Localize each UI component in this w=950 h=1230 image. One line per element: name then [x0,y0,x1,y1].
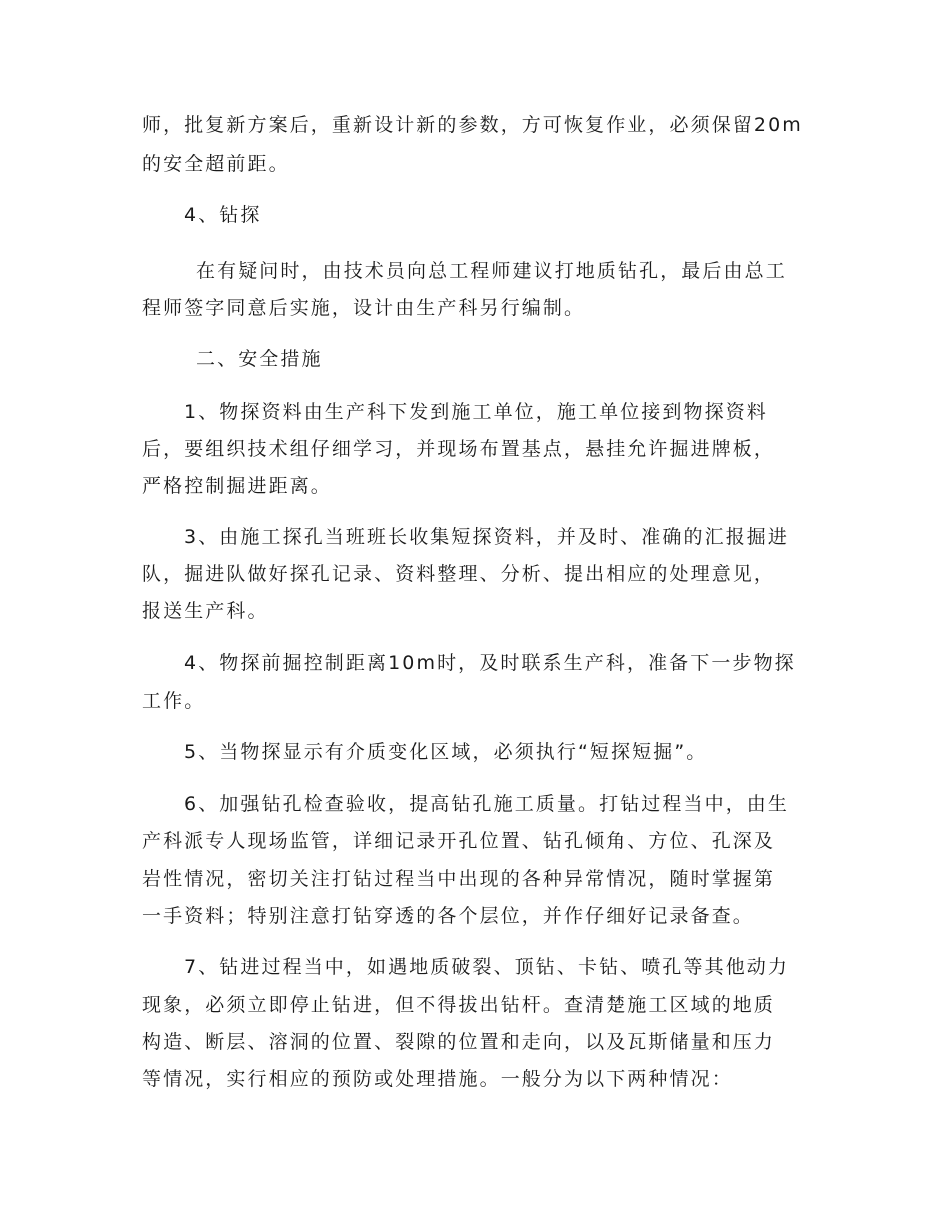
text-line: 程师签字同意后实施，设计由生产科另行编制。 [142,297,586,319]
text-line: 产科派专人现场监管，详细记录开孔位置、钻孔倾角、方位、孔深及 [142,830,776,852]
text-line: 岩性情况，密切关注打钻过程当中出现的各种异常情况，随时掌握第 [142,868,776,890]
text-line: 的安全超前距。 [142,153,290,175]
text-line: 严格控制掘进距离。 [142,475,332,497]
text-line: 在有疑问时，由技术员向总工程师建议打地质钻孔，最后由总工 [196,260,787,282]
text-line: 报送生产科。 [142,600,269,622]
text-line: 一手资料；特别注意打钻穿透的各个层位，并作仔细好记录备查。 [142,905,754,927]
text-line: 构造、断层、溶洞的位置、裂隙的位置和走向，以及瓦斯储量和压力 [142,1031,776,1053]
text-line: 4、物探前掘控制距离10m时，及时联系生产科，准备下一步物探 [184,652,796,674]
section-heading: 二、安全措施 [196,348,323,370]
text-line: 6、加强钻孔检查验收，提高钻孔施工质量。打钻过程当中，由生 [184,793,789,815]
section-heading: 4、钻探 [184,204,262,226]
text-line: 现象，必须立即停止钻进，但不得拔出钻杆。查清楚施工区域的地质 [142,994,776,1016]
text-line: 3、由施工探孔当班班长收集短探资料，并及时、准确的汇报掘进 [184,526,789,548]
text-line: 后，要组织技术组仔细学习，并现场布置基点，悬挂允许掘进牌板， [142,438,776,460]
text-line: 师，批复新方案后，重新设计新的参数，方可恢复作业，必须保留20m [142,114,803,136]
text-line: 1、物探资料由生产科下发到施工单位，施工单位接到物探资料 [184,401,768,423]
text-line: 5、当物探显示有介质变化区域，必须执行“短探短掘”。 [184,741,708,763]
text-line: 工作。 [142,690,206,712]
text-line: 7、钻进过程当中，如遇地质破裂、顶钻、卡钻、喷孔等其他动力 [184,956,789,978]
text-line: 等情况，实行相应的预防或处理措施。一般分为以下两种情况： [142,1068,733,1090]
text-line: 队，掘进队做好探孔记录、资料整理、分析、提出相应的处理意见， [142,563,776,585]
